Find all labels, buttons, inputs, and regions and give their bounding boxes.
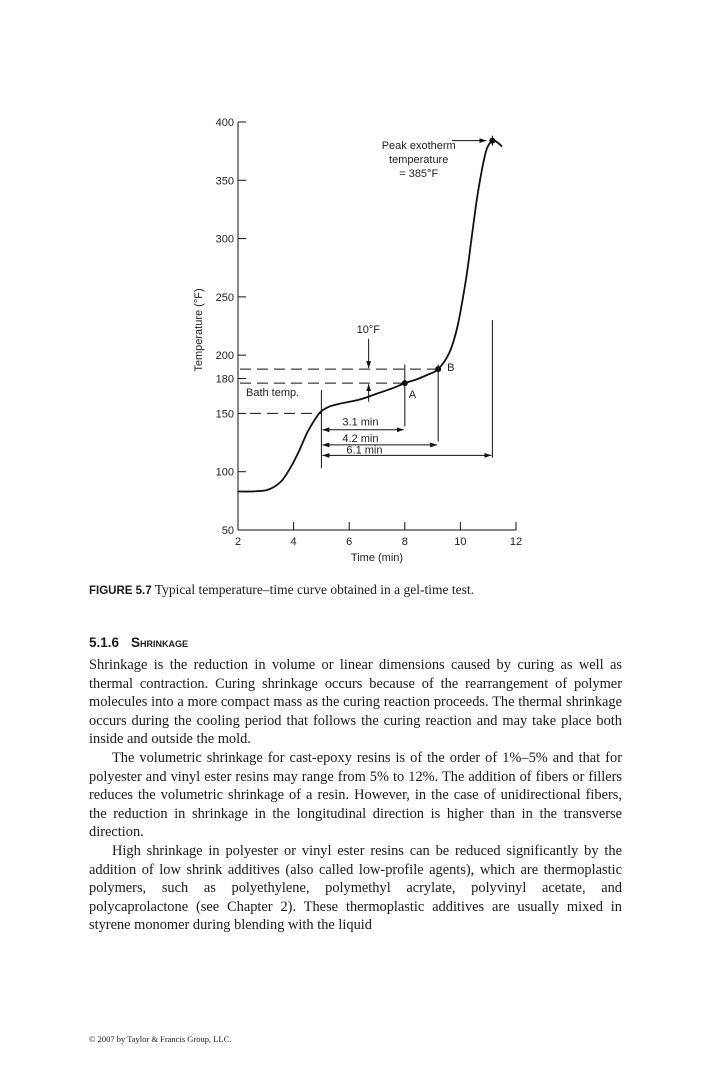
x-tick-label: 8 <box>401 536 408 548</box>
point-label-a: A <box>408 389 417 402</box>
copyright-footer: © 2007 by Taylor & Francis Group, LLC. <box>89 1034 232 1044</box>
caption-text: Typical temperature–time curve obtained in a gel-time test. <box>154 582 474 597</box>
y-tick-label: 350 <box>215 175 234 188</box>
delta-label: 10°F <box>356 323 381 336</box>
y-tick-label: 400 <box>215 117 234 129</box>
paragraph: The volumetric shrinkage for cast-epoxy resins is of the order of 1%–5% and that for polyester and vinyl ester resins may range from 5% to 12%. The addition of fibers or fillers reduces the volumetric shrinkage of a resin. However, in the case of unidirectional fibers, the reduction in shrinkage in the longitudinal direction is higher than in the transverse direction. <box>89 749 622 841</box>
y-tick-label: 200 <box>215 350 234 363</box>
body-text <box>89 656 622 935</box>
curve-point <box>435 366 441 372</box>
x-tick-label: 10 <box>454 536 467 548</box>
y-tick-label: 150 <box>215 408 234 421</box>
peak-label-line2: temperature <box>389 153 449 166</box>
section-heading <box>89 635 629 650</box>
chart-axes <box>193 117 522 564</box>
x-tick-label: 4 <box>290 536 297 548</box>
x-axis-title: Time (min) <box>350 552 404 564</box>
point-label-b: B <box>447 362 455 375</box>
interval-label-a: 3.1 min <box>342 416 379 429</box>
y-tick-label: 50 <box>221 525 234 537</box>
section-title: Shrinkage <box>131 635 189 650</box>
figure-caption <box>89 581 629 600</box>
y-tick-label: 180 <box>215 373 234 386</box>
y-axis-title: Temperature (°F) <box>193 288 205 372</box>
curve-point <box>402 380 408 386</box>
caption-label: FIGURE 5.7 <box>89 585 152 597</box>
x-tick-label: 6 <box>346 536 353 548</box>
bath-temp-label: Bath temp. <box>246 386 300 399</box>
section-number: 5.1.6 <box>89 635 120 650</box>
chart-annotations <box>246 136 492 457</box>
peak-label-line3: = 385°F <box>399 167 439 180</box>
y-tick-label: 100 <box>215 466 234 479</box>
paragraph: High shrinkage in polyester or vinyl ester resins can be reduced significantly by the addition of low shrink additives (also called low-profile agents), which are thermoplastic polymers, such as polyethylene, polymethyl acrylate, polyvinyl acetate, and polycaprolactone (see Chapter 2). These thermoplastic additives are usually mixed in styrene monomer during blending with the liquid <box>89 842 622 934</box>
y-tick-label: 250 <box>215 291 234 304</box>
y-tick-label: 300 <box>215 233 234 246</box>
interval-label-b: 4.2 min <box>342 432 379 445</box>
interval-label-c: 6.1 min <box>346 444 383 457</box>
paragraph: Shrinkage is the reduction in volume or linear dimensions caused by curing as well as thermal contraction. Curing shrinkage occurs because of the rearrangement of polymer molecules into a more compact mass as the curing reaction proceeds. The thermal shrinkage occurs during the cooling period that follows the curing reaction and may take place both inside and outside the mold. <box>89 657 622 748</box>
x-tick-label: 2 <box>234 536 242 548</box>
x-tick-label: 12 <box>509 536 523 548</box>
peak-label-line1: Peak exotherm <box>381 139 456 152</box>
